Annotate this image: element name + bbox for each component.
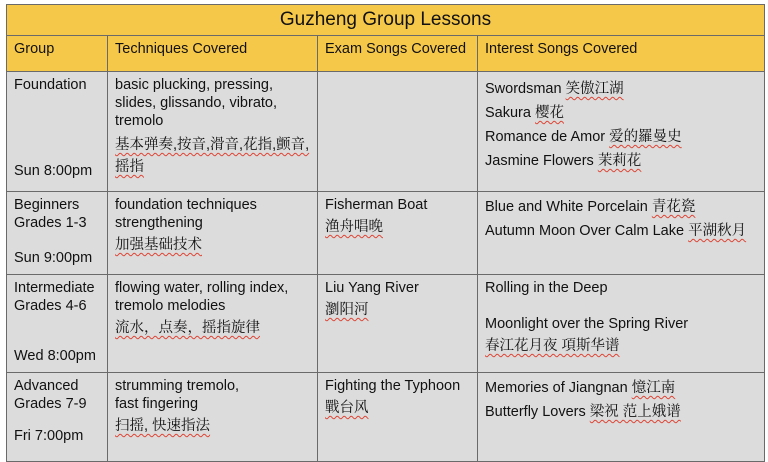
technique-zh: 扫摇, 快速指法 (115, 418, 211, 434)
interest-songs-cell (478, 275, 765, 373)
exam-song-zh: 渔舟唱晚 (325, 219, 383, 235)
song-item: Blue and White Porcelain 青花瓷 (485, 199, 696, 215)
group-name: Beginners (14, 197, 80, 213)
song-item: Memories of Jiangnan 憶江南 (485, 380, 676, 396)
interest-songs-cell (478, 72, 765, 192)
table-row (7, 72, 765, 192)
table-row (7, 275, 765, 373)
exam-songs-cell (318, 275, 478, 373)
table-row (7, 192, 765, 275)
technique-line: flowing water, rolling index, (115, 280, 289, 296)
exam-song-en: Fighting the Typhoon (325, 378, 461, 394)
song-item: Jasmine Flowers 茉莉花 (485, 153, 642, 169)
group-grades: Grades 1-3 (14, 215, 87, 231)
exam-song-zh: 戰台风 (325, 400, 369, 416)
exam-song-en: Liu Yang River (325, 280, 419, 296)
exam-song-en: Fisherman Boat (325, 197, 428, 213)
technique-line: strengthening (115, 215, 203, 231)
technique-zh: 加强基础技术 (115, 237, 202, 253)
group-grades: Grades 7-9 (14, 396, 87, 412)
header-group: Group (7, 36, 108, 72)
interest-songs-cell (478, 192, 765, 275)
song-item: Autumn Moon Over Calm Lake 平湖秋月 (485, 223, 747, 239)
song-item-zh: 春江花月夜 項斯华谱 (485, 338, 620, 354)
technique-line: fast fingering (115, 396, 199, 412)
exam-song-zh: 瀏阳河 (325, 302, 369, 318)
lessons-table (6, 4, 765, 462)
group-grades: Grades 4-6 (14, 298, 87, 314)
technique-line: tremolo melodies (115, 298, 226, 314)
song-item: Romance de Amor 爱的羅曼史 (485, 129, 682, 145)
techniques-cell (108, 72, 318, 192)
exam-songs-cell (318, 192, 478, 275)
exam-songs-cell (318, 373, 478, 462)
technique-line: slides, glissando, vibrato, (115, 95, 277, 111)
technique-line: strumming tremolo, (115, 378, 240, 394)
interest-songs-cell (478, 373, 765, 462)
header-exam-songs: Exam Songs Covered (318, 36, 478, 72)
lesson-time: Fri 7:00pm (14, 428, 84, 444)
lesson-time: Sun 9:00pm (14, 250, 93, 266)
song-item: Swordsman 笑傲江湖 (485, 81, 624, 97)
lesson-time: Wed 8:00pm (14, 348, 96, 364)
title-row (7, 5, 765, 36)
technique-zh: 摇指 (115, 159, 144, 175)
song-item: Moonlight over the Spring River (485, 316, 689, 332)
song-item: Sakura 樱花 (485, 105, 564, 121)
techniques-cell (108, 192, 318, 275)
group-cell (7, 373, 108, 462)
group-cell (7, 72, 108, 192)
song-item: Butterfly Lovers 梁祝 范上娥谱 (485, 404, 681, 420)
song-item: Rolling in the Deep (485, 280, 608, 296)
header-techniques: Techniques Covered (108, 36, 318, 72)
group-cell (7, 192, 108, 275)
technique-line: foundation techniques (115, 197, 257, 213)
technique-zh: 流水，点奏，摇指旋律 (115, 320, 260, 336)
group-cell (7, 275, 108, 373)
techniques-cell (108, 373, 318, 462)
header-row (7, 36, 765, 72)
technique-zh: 基本弹奏,按音,滑音,花指,颤音, (115, 137, 310, 153)
technique-line: tremolo (115, 113, 164, 129)
group-name: Foundation (14, 77, 87, 93)
group-name: Advanced (14, 378, 79, 394)
table-title: Guzheng Group Lessons (7, 5, 765, 36)
lesson-time: Sun 8:00pm (14, 163, 93, 179)
table-row (7, 373, 765, 462)
group-name: Intermediate (14, 280, 95, 296)
header-interest-songs: Interest Songs Covered (478, 36, 765, 72)
exam-songs-cell (318, 72, 478, 192)
techniques-cell (108, 275, 318, 373)
technique-line: basic plucking, pressing, (115, 77, 273, 93)
